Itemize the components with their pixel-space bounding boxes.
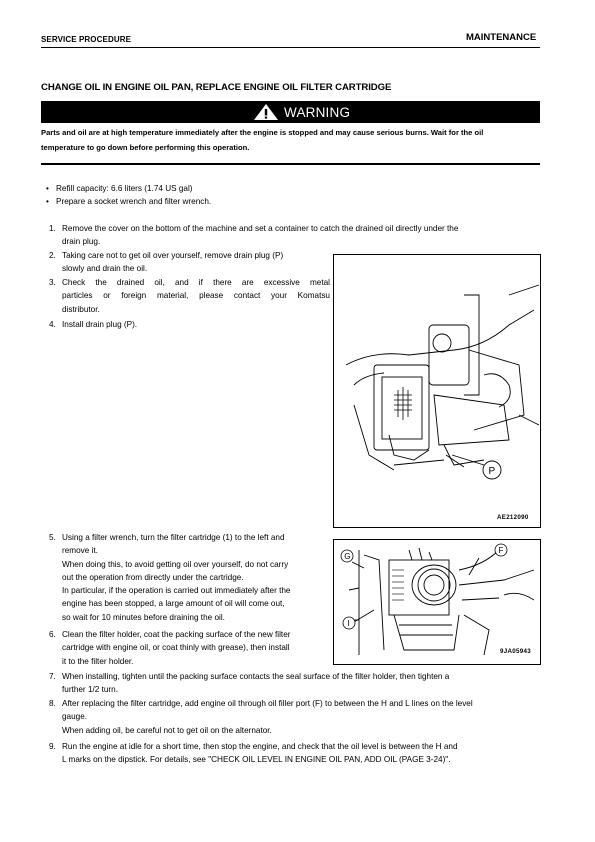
oil-filter-illustration [334,540,540,664]
warning-line: Parts and oil are at high temperature immediately after the engine is stopped and may cause serious burns. Wait for the oil [41,128,484,137]
preparation-list [46,182,211,208]
header-chapter-label: MAINTENANCE [466,32,537,43]
callout-p-label: P [488,466,496,477]
warning-line: temperature to go down before performing this operation. [41,142,250,152]
warning-triangle-icon [253,103,279,121]
engine-illustration [334,255,540,527]
warning-label: WARNING [284,104,351,120]
header-divider [41,47,540,48]
warning-banner [41,101,540,123]
list-item: • Prepare a socket wrench and filter wrench. [46,197,212,206]
callout-g-label: G [344,552,351,561]
callout-i-label: I [347,619,350,628]
callout-f-label: F [498,546,504,555]
warning-divider [41,163,540,165]
header-section-label: SERVICE PROCEDURE [41,35,132,44]
oil-filter-figure [333,539,541,665]
section-title: CHANGE OIL IN ENGINE OIL PAN, REPLACE ENGINE OIL FILTER CARTRIDGE [41,82,392,93]
engine-drain-plug-figure [333,254,541,528]
warning-text [41,126,540,155]
list-item: • Refill capacity: 6.6 liters (1.74 US gal) [46,184,193,193]
figure-code: 9JA05943 [500,648,531,655]
figure-code: AE212090 [497,514,529,521]
